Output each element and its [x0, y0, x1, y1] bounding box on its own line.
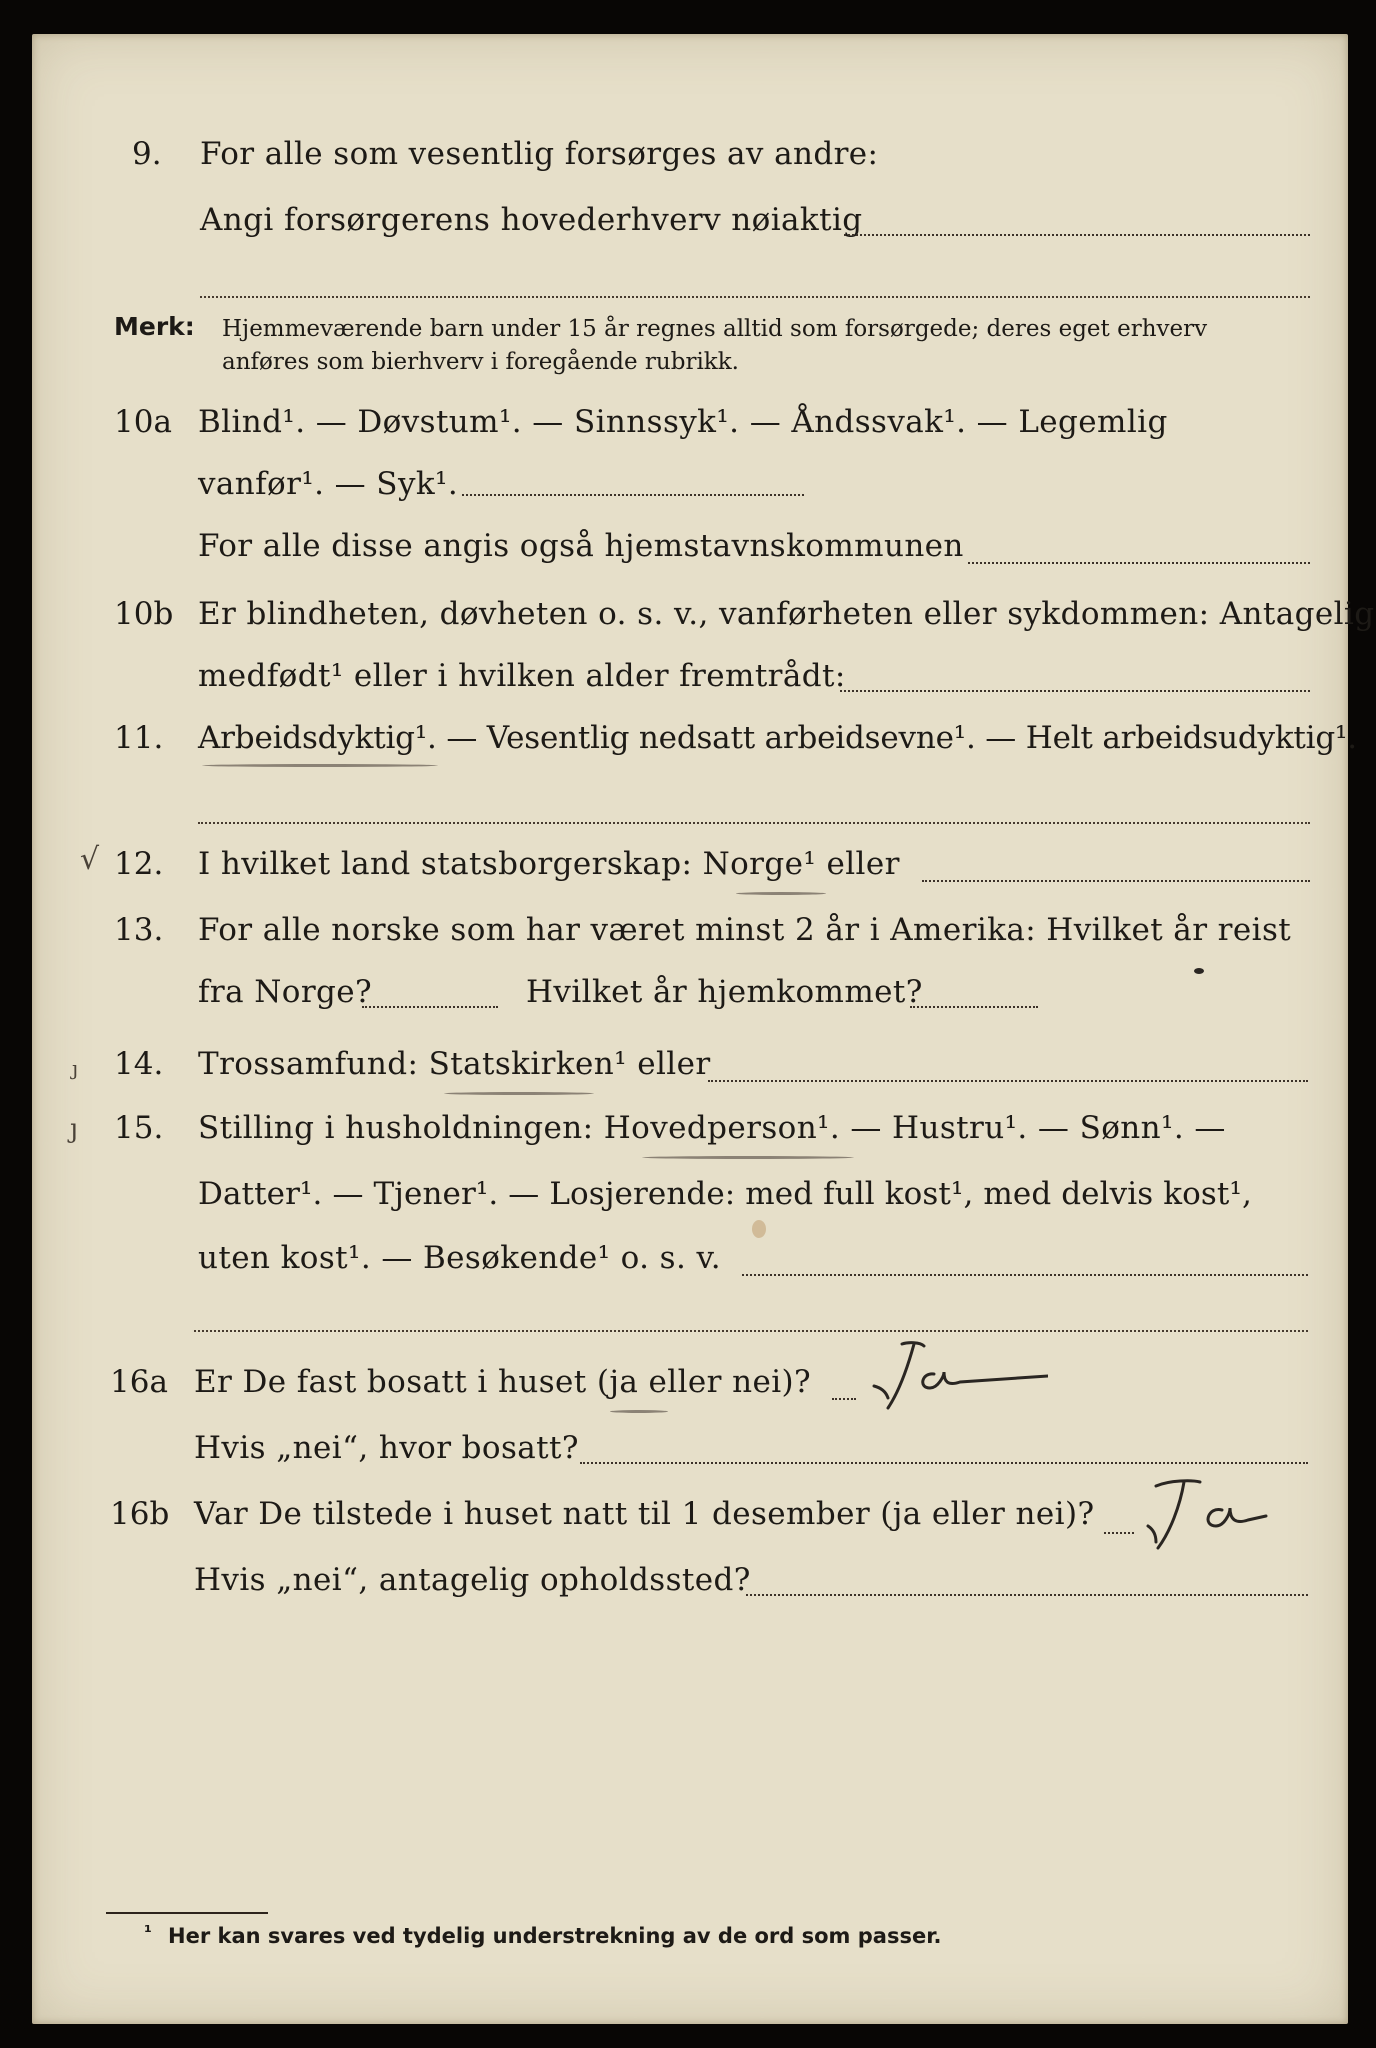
q15-answer-line2 [194, 1330, 1308, 1332]
q15-line2: Datter¹. — Tjener¹. — Losjerende: med full kost¹, med delvis kost¹, [198, 1176, 1252, 1212]
q16b-number: 16b [110, 1496, 170, 1532]
q16b-answer-line [1104, 1532, 1134, 1534]
q13-line2a: fra Norge? [198, 974, 373, 1010]
merk-line1: Hjemmeværende barn under 15 år regnes alltid som forsørgede; deres eget erhverv [222, 316, 1208, 342]
q12-line1: I hvilket land statsborgerskap: Norge¹ eller [198, 846, 900, 882]
q13-number: 13. [114, 912, 164, 948]
q14-number: 14. [114, 1046, 164, 1082]
q16b-line1: Var De tilstede i huset natt til 1 desember (ja eller nei)? [194, 1496, 1095, 1532]
footnote-marker: ¹ [144, 1922, 152, 1943]
q16b-handwritten-answer [1126, 1476, 1306, 1560]
q14-handwritten-underline [444, 1092, 594, 1095]
census-form-page [32, 34, 1375, 2024]
q15-line1: Stilling i husholdningen: Hovedperson¹. — Hustru¹. — Sønn¹. — [198, 1110, 1226, 1146]
q12-number: 12. [114, 846, 164, 882]
q16a-handwritten-answer [848, 1338, 1048, 1418]
q16a-answer-line [832, 1398, 856, 1400]
q13-line1: For alle norske som har været minst 2 år i Amerika: Hvilket år reist [198, 912, 1292, 948]
q16a-line2: Hvis „nei“, hvor bosatt? [194, 1430, 579, 1466]
q14-answer-line [708, 1080, 1308, 1082]
footnote-text: Her kan svares ved tydelig understrekning av de ord som passer. [168, 1924, 942, 1948]
merk-label: Merk: [114, 312, 195, 341]
q9-line2: Angi forsørgerens hovederhverv nøiaktig [200, 202, 863, 238]
check-mark-12: √ [80, 842, 100, 877]
q16b-line2: Hvis „nei“, antagelig opholdssted? [194, 1562, 751, 1598]
q12-answer-line [922, 880, 1310, 882]
q16a-number: 16a [110, 1364, 168, 1400]
q11-number: 11. [114, 720, 164, 756]
q10a-line2: vanfør¹. — Syk¹. [198, 466, 459, 502]
q13-reist-line [362, 1006, 498, 1008]
tick-mark-14: ȷ [72, 1056, 79, 1080]
merk-line2: anføres som bierhverv i foregående rubrikk. [222, 349, 739, 375]
q13-hjemkommet-line [910, 1006, 1038, 1008]
q11-handwritten-underline [202, 764, 438, 767]
footnote-separator [106, 1912, 268, 1914]
q10a-answer-line [462, 494, 804, 496]
q10b-number: 10b [114, 596, 174, 632]
q16a-handwritten-underline [610, 1410, 668, 1413]
q15-answer-line [742, 1274, 1308, 1276]
q10b-line2: medfødt¹ eller i hvilken alder fremtrådt: [198, 658, 846, 694]
q9-answer-line2 [200, 296, 1310, 298]
q15-number: 15. [114, 1110, 164, 1146]
q15-handwritten-underline [642, 1156, 854, 1159]
paper-stain [752, 1220, 766, 1238]
q10a-line3: For alle disse angis også hjemstavnskommunen [198, 528, 964, 564]
q10a-line1: Blind¹. — Døvstum¹. — Sinnssyk¹. — Åndssvak¹. — Legemlig [198, 404, 1168, 440]
ink-dot [1194, 968, 1204, 974]
q9-number: 9. [132, 136, 162, 172]
q15-line3: uten kost¹. — Besøkende¹ o. s. v. [198, 1240, 721, 1276]
q14-line1: Trossamfund: Statskirken¹ eller [198, 1046, 711, 1082]
q10a-number: 10a [114, 404, 172, 440]
q10b-line1: Er blindheten, døvheten o. s. v., vanførheten eller sykdommen: Antagelig [198, 596, 1375, 632]
q10b-answer-line [840, 690, 1310, 692]
q11-answer-line [198, 822, 1310, 824]
q10a-kommune-line [968, 562, 1310, 564]
q11-line1: Arbeidsdyktig¹. — Vesentlig nedsatt arbeidsevne¹. — Helt arbeidsudyktig¹. [198, 720, 1357, 756]
q9-line1: For alle som vesentlig forsørges av andre: [200, 136, 879, 172]
q13-line2b: Hvilket år hjemkommet? [526, 974, 923, 1010]
q16a-bosatt-line [580, 1462, 1308, 1464]
q9-answer-line [844, 234, 1310, 236]
q16b-opholdssted-line [746, 1594, 1308, 1596]
tick-mark-15: ȷ [70, 1114, 79, 1144]
q16a-line1: Er De fast bosatt i huset (ja eller nei)? [194, 1364, 812, 1400]
q12-handwritten-underline [736, 892, 826, 895]
